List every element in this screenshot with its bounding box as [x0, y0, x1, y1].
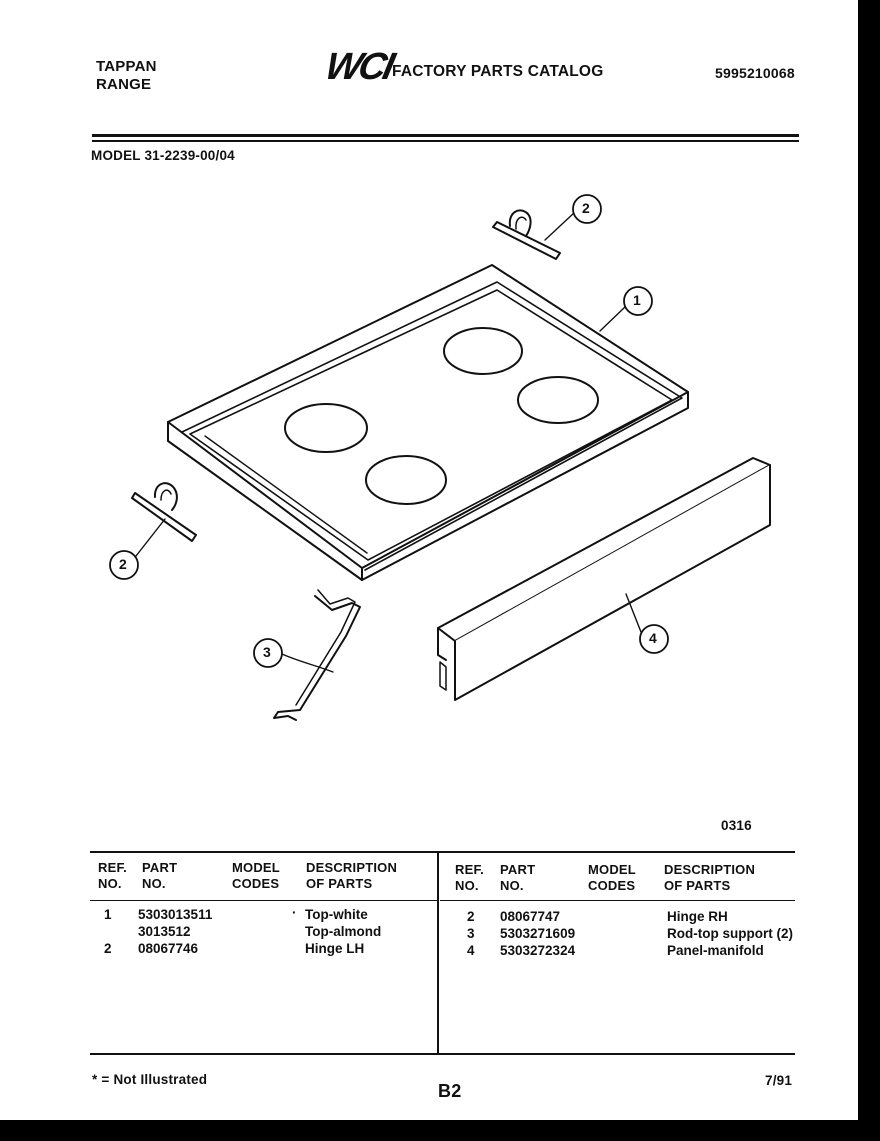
ref-cell: 1: [104, 907, 112, 922]
table-rule-bottom: [90, 1053, 795, 1055]
desc-cell: Hinge RH: [667, 909, 728, 924]
part-cell: 08067747: [500, 909, 561, 924]
callout-label: 1: [633, 292, 641, 308]
product-type: RANGE: [96, 76, 152, 93]
col-header-text: CODES: [588, 878, 636, 893]
col-header-text: CODES: [232, 876, 280, 891]
desc-cell: Top-almond: [305, 924, 382, 939]
table-rule-top: [90, 851, 795, 853]
col-header-text: OF PARTS: [306, 876, 373, 891]
header-underline-right: [440, 900, 795, 901]
page-number: B2: [438, 1081, 462, 1101]
not-illustrated-note: * = Not Illustrated: [92, 1072, 208, 1087]
col-desc-header: [664, 862, 755, 894]
col-header-text: NO.: [455, 878, 479, 893]
header-underline-left: [90, 900, 437, 901]
desc-cell: Panel-manifold: [667, 943, 764, 958]
col-header-text: PART: [500, 862, 536, 877]
col-header-text: REF.: [98, 860, 127, 875]
rod-support-part: [274, 590, 360, 720]
part-cell: 08067746: [138, 941, 199, 956]
catalog-number: 5995210068: [715, 65, 795, 81]
part-cell: 3013512: [138, 924, 191, 939]
col-header-text: MODEL: [232, 860, 280, 875]
ref-cell: 4: [467, 943, 475, 958]
part-cell: 5303013511: [138, 907, 213, 922]
brand-name: TAPPAN: [96, 58, 157, 75]
part-cell: 5303272324: [500, 943, 576, 958]
mark-cell: ·: [292, 905, 297, 920]
callout-label: 2: [582, 200, 590, 216]
col-header-text: DESCRIPTION: [306, 860, 398, 875]
ref-cell: 3: [467, 926, 475, 941]
desc-cell: Top-white: [305, 907, 368, 922]
col-model-header: [232, 860, 280, 892]
logo-text: WCI: [321, 46, 396, 88]
col-model-header: [588, 862, 636, 894]
col-header-text: REF.: [455, 862, 484, 877]
col-header-text: PART: [142, 860, 178, 875]
col-header-text: NO.: [98, 876, 122, 891]
table-divider: [437, 851, 439, 1054]
desc-cell: Hinge LH: [305, 941, 365, 956]
cooktop-part: [168, 265, 688, 580]
callout-label: 2: [119, 556, 127, 572]
col-part-header: [142, 860, 177, 892]
col-ref-header: [98, 860, 127, 892]
col-header-text: OF PARTS: [664, 878, 731, 893]
col-desc-header: [306, 860, 397, 892]
col-part-header: [500, 862, 535, 894]
col-header-text: DESCRIPTION: [664, 862, 756, 877]
ref-cell: 2: [104, 941, 112, 956]
ref-cell: 2: [467, 909, 475, 924]
part-cell: 5303271609: [500, 926, 576, 941]
figure-code: 0316: [721, 818, 752, 833]
callout-label: 3: [263, 644, 271, 660]
col-ref-header: [455, 862, 484, 894]
hinge-lh-part: [132, 483, 196, 541]
col-header-text: NO.: [500, 878, 524, 893]
col-header-text: NO.: [142, 876, 166, 891]
callout-label: 4: [649, 630, 657, 646]
col-header-text: MODEL: [588, 862, 636, 877]
desc-cell: Rod-top support (2): [667, 926, 793, 941]
catalog-date: 7/91: [765, 1073, 793, 1088]
model-number: MODEL 31-2239-00/04: [91, 148, 235, 163]
catalog-title: FACTORY PARTS CATALOG: [392, 63, 604, 80]
